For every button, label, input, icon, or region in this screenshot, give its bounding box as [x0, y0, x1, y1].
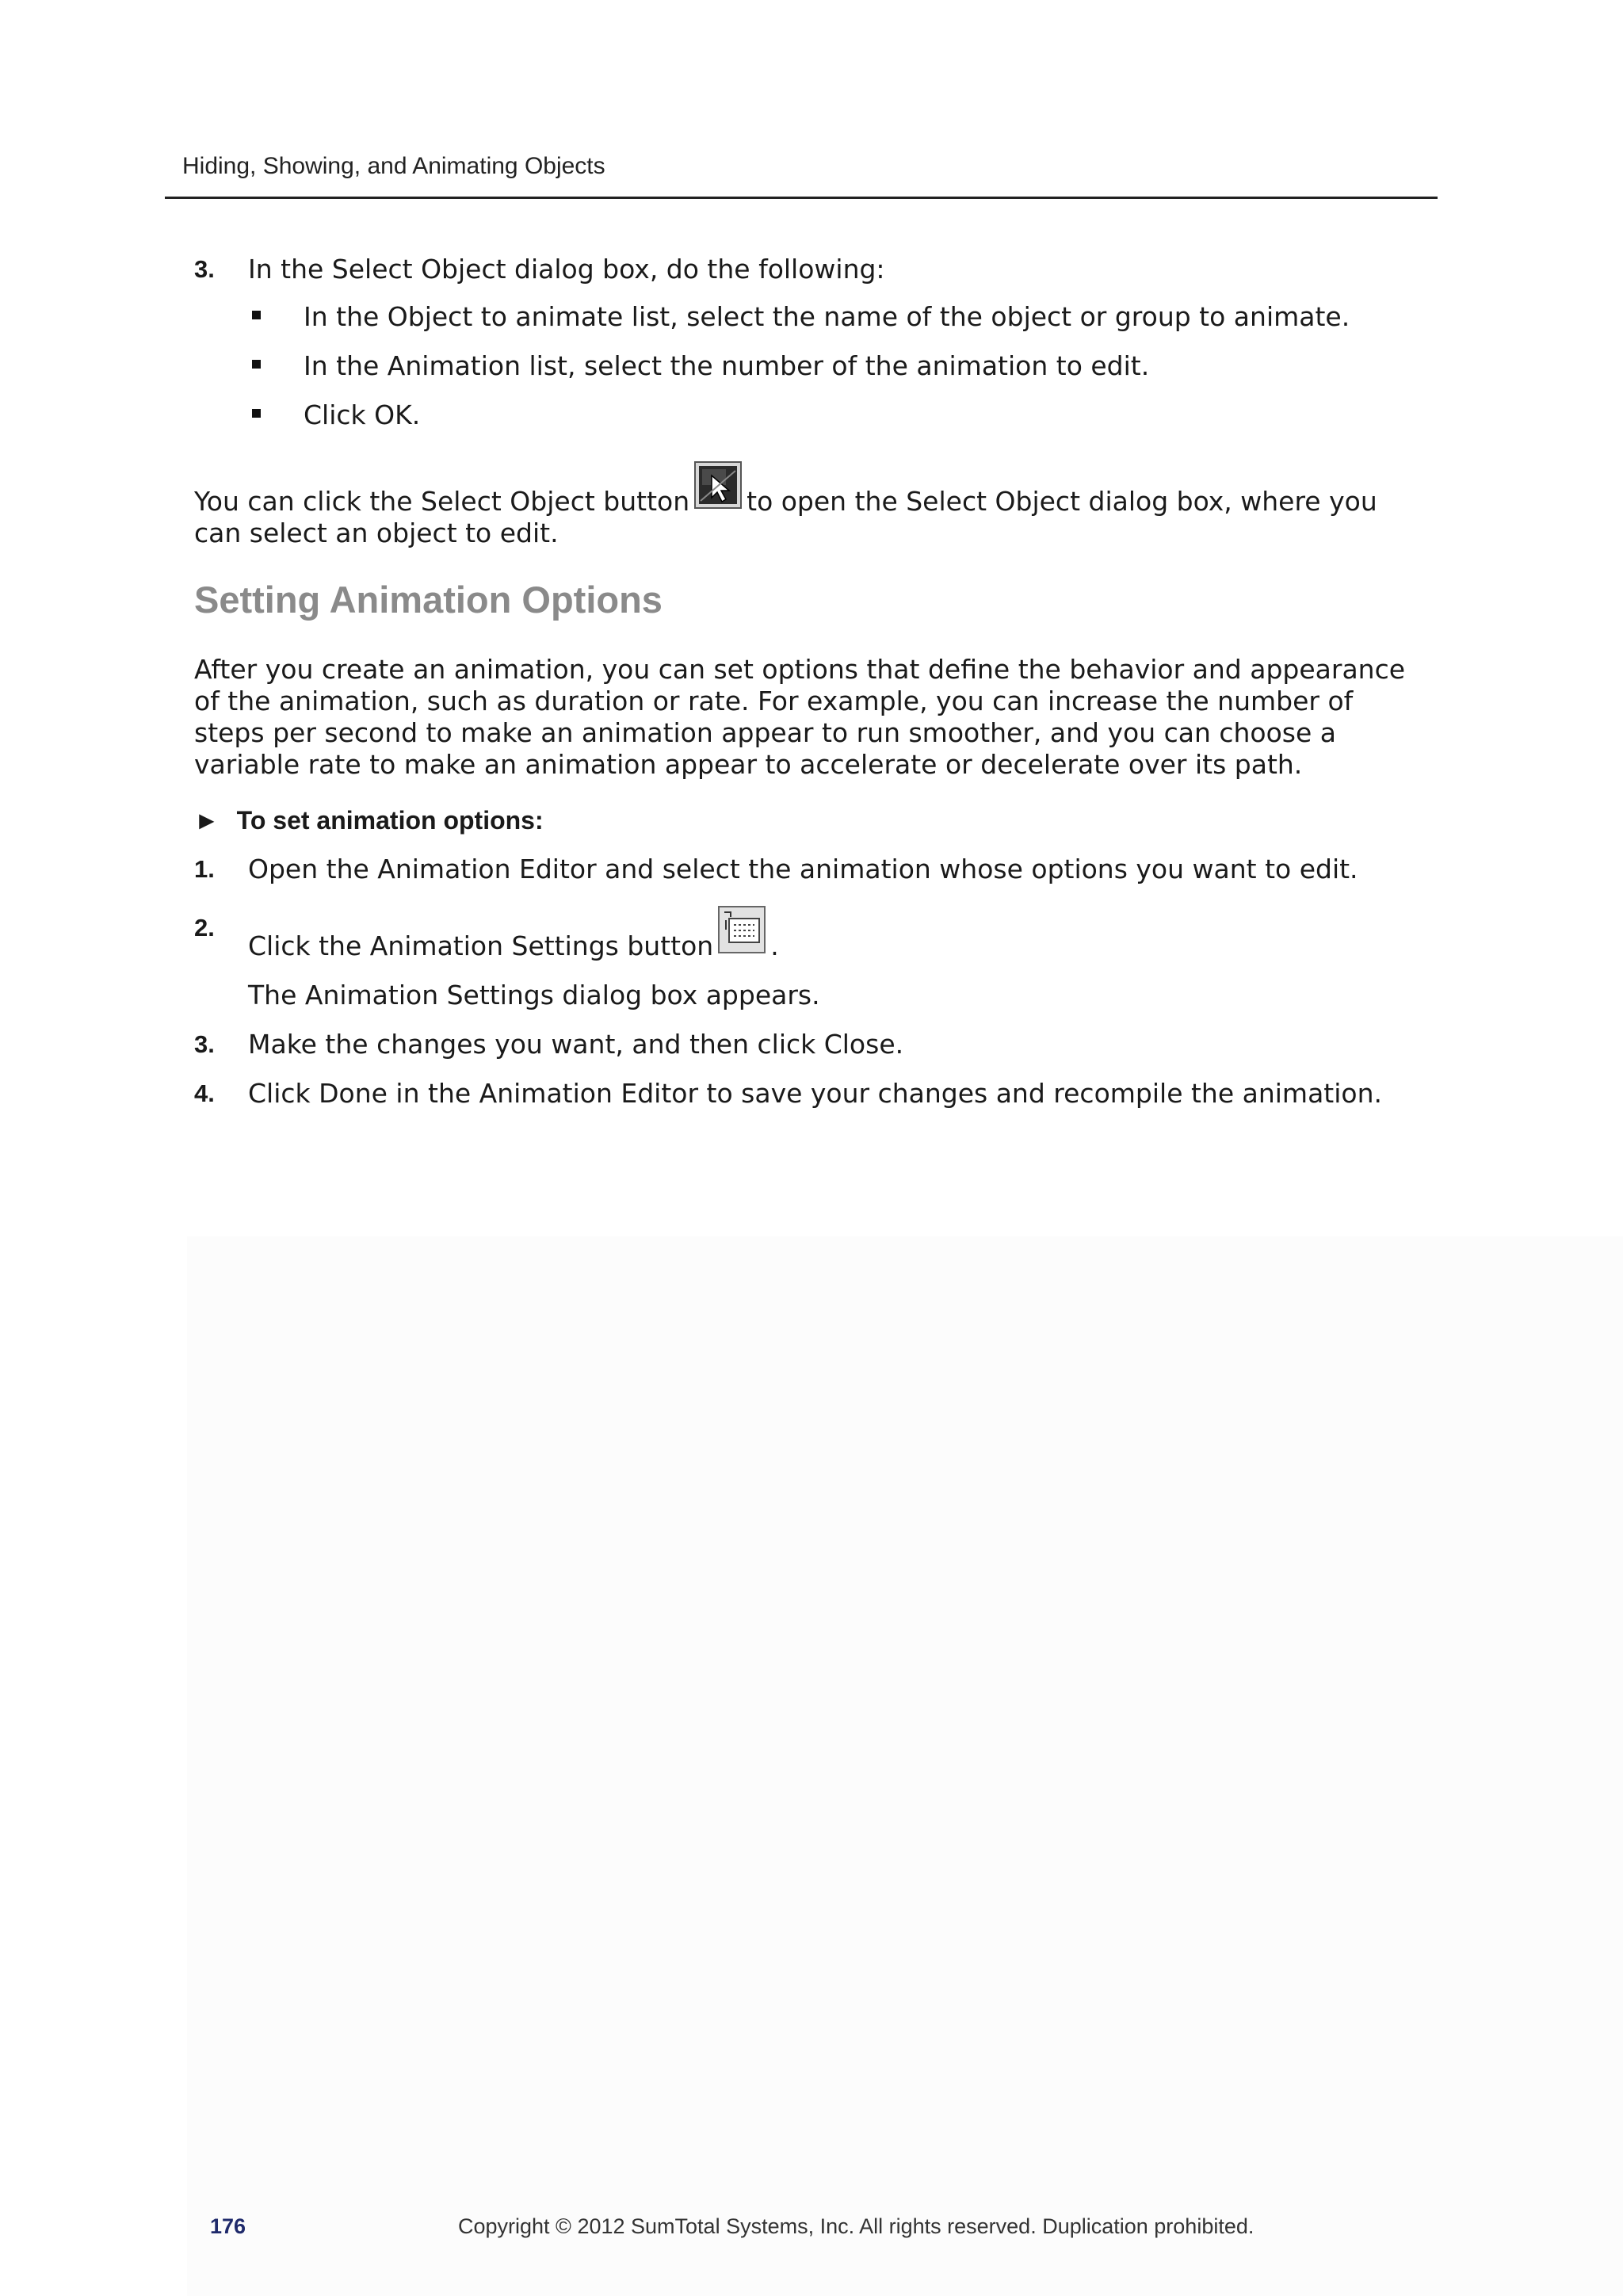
bullet-item — [248, 350, 1430, 382]
step-number: 1. — [194, 855, 215, 883]
header-rule — [165, 197, 1438, 199]
bullet-text: In the Object to animate list, select the name of the object or group to animate. — [304, 301, 1350, 332]
procedure-step-1 — [194, 854, 1430, 885]
bullet-item — [248, 399, 1430, 431]
bullet-list — [248, 301, 1430, 431]
note-text-after: to open the Select Object dialog box, where you can select an object to edit. — [194, 486, 1377, 548]
step-text-period: . — [770, 930, 779, 961]
procedure-step-2 — [194, 912, 1430, 1011]
step-text: Click the Animation Settings button — [248, 930, 714, 961]
procedure-title-text: To set animation options: — [236, 806, 544, 835]
step-number: 2. — [194, 914, 215, 942]
step-text: In the Select Object dialog box, do the following: — [248, 254, 885, 285]
step-result: The Animation Settings dialog box appears. — [248, 980, 820, 1010]
square-bullet-icon — [252, 311, 261, 319]
step-text: Open the Animation Editor and select the animation whose options you want to edit. — [248, 854, 1358, 884]
animation-settings-icon — [718, 906, 766, 953]
step-3-select-object — [194, 254, 1430, 431]
square-bullet-icon — [252, 409, 261, 418]
page-shade — [187, 1236, 1623, 2296]
procedure-heading — [194, 804, 1430, 836]
procedure-step-3 — [194, 1029, 1430, 1060]
step-text: Click Done in the Animation Editor to save your changes and recompile the animation. — [248, 1078, 1383, 1109]
square-bullet-icon — [252, 360, 261, 369]
running-header: Hiding, Showing, and Animating Objects — [182, 153, 605, 179]
procedure-step-4 — [194, 1078, 1430, 1110]
page-content — [194, 254, 1430, 1127]
copyright-notice: Copyright © 2012 SumTotal Systems, Inc. All rights reserved. Duplication prohibited. — [458, 2214, 1254, 2238]
step-text: Make the changes you want, and then click Close. — [248, 1029, 904, 1060]
bullet-text: Click OK. — [304, 399, 421, 430]
note-text-before: You can click the Select Object button — [194, 486, 690, 517]
section-body: After you create an animation, you can set options that define the behavior and appearance of the animation, such as duration or rate. For example, you can increase the number of steps per second to make an animation appear to run smoother, and you can choose a variable rate to make an animation appear to accelerate or decelerate over its path. — [194, 654, 1406, 780]
page-number: 176 — [210, 2214, 246, 2238]
step-number: 4. — [194, 1079, 215, 1107]
select-object-note — [194, 468, 1430, 549]
bullet-item — [248, 301, 1430, 333]
triangle-arrow-icon: ► — [194, 806, 220, 835]
step-number: 3. — [194, 1030, 215, 1058]
select-object-icon — [694, 461, 742, 509]
bullet-text: In the Animation list, select the number of the animation to edit. — [304, 350, 1150, 381]
step-number: 3. — [194, 255, 215, 283]
section-heading: Setting Animation Options — [194, 579, 663, 621]
